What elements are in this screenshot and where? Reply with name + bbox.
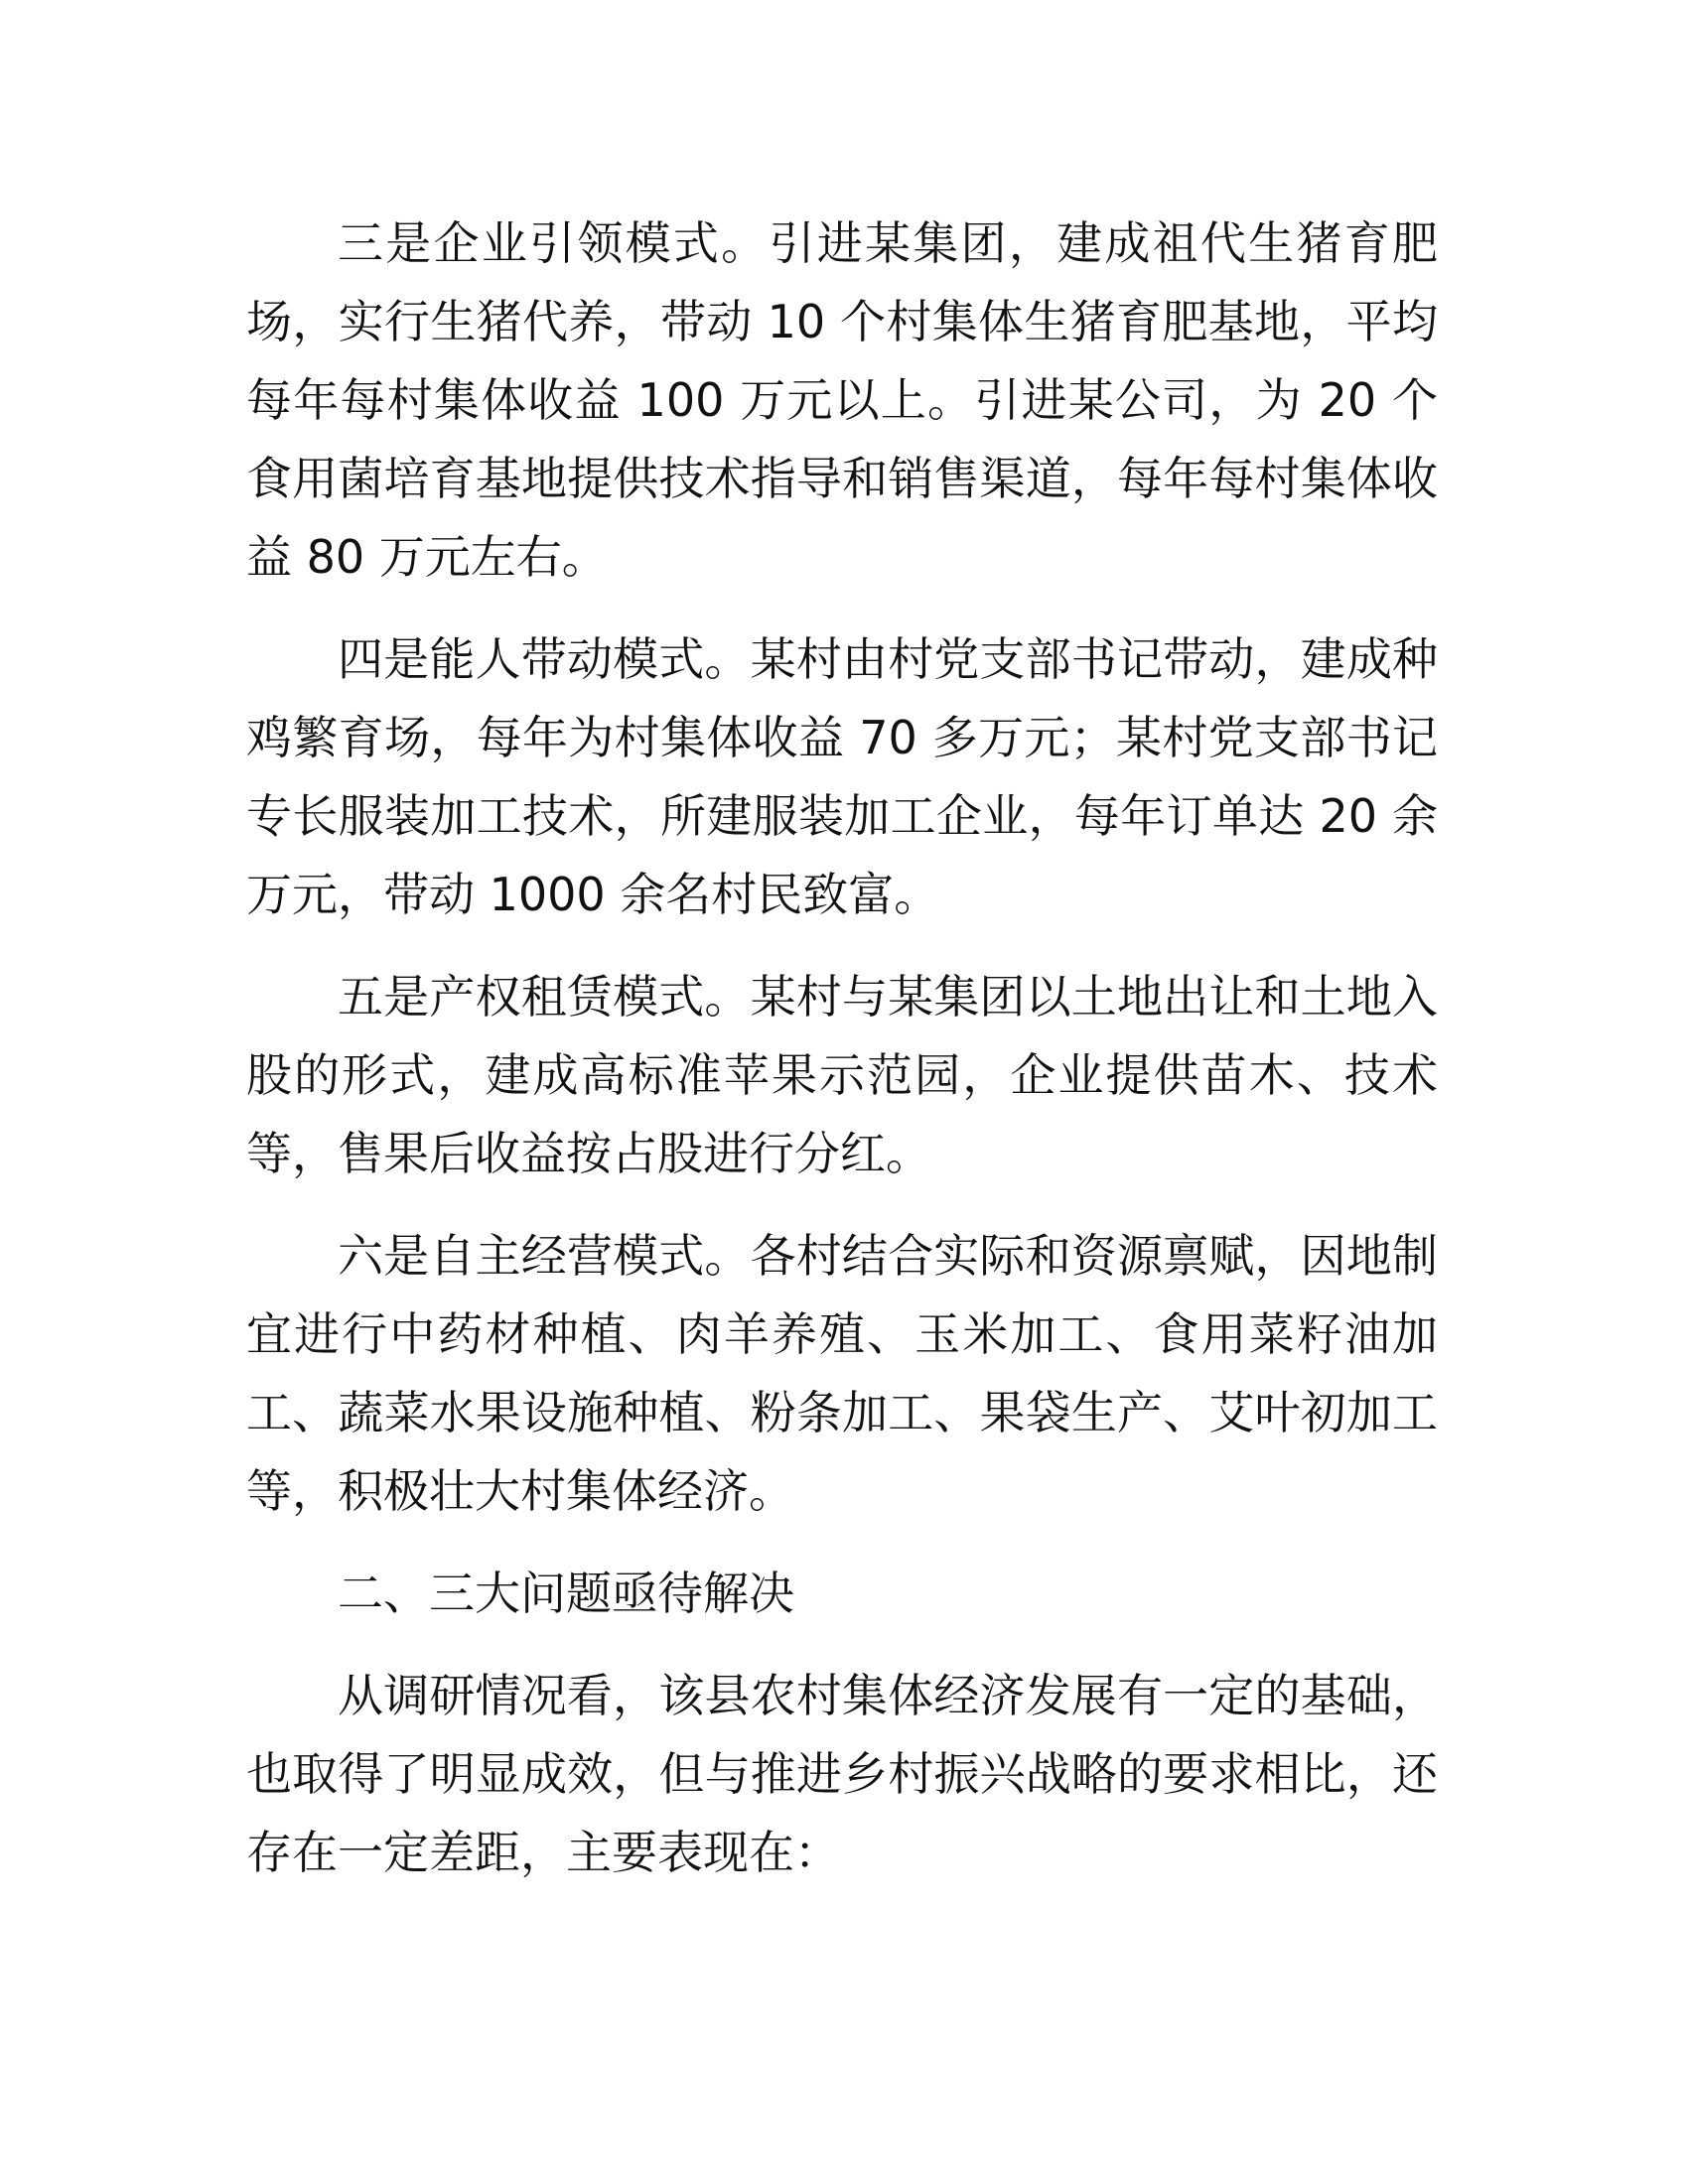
section-heading: 二、三大问题亟待解决 (338, 1567, 794, 1620)
paragraph-capable-person-model: 四是能人带动模式。某村由村党支部书记带动，建成种鸡繁育场，每年为村集体收益 70 多万元；某村党支部书记专长服装加工技术，所建服装加工企业，每年订单达 20 余万元，带动 1000 余名村民致富。 (246, 632, 1438, 921)
document-page (246, 205, 1438, 1916)
paragraph-research-summary: 从调研情况看，该县农村集体经济发展有一定的基础，也取得了明显成效，但与推进乡村振兴战略的要求相比，还存在一定差距，主要表现在： (246, 1669, 1438, 1879)
paragraph-property-lease-model: 五是产权租赁模式。某村与某集团以土地出让和土地入股的形式，建成高标准苹果示范园，企业提供苗木、技术等，售果后收益按占股进行分红。 (246, 970, 1438, 1180)
paragraph-enterprise-model: 三是企业引领模式。引进某集团，建成祖代生猪育肥场，实行生猪代养，带动 10 个村集体生猪育肥基地，平均每年每村集体收益 100 万元以上。引进某公司，为 20 个食用菌培育基地提供技术指导和销售渠道，每年每村集体收益 80 万元左右。 (246, 216, 1438, 584)
paragraph-self-operation-model: 六是自主经营模式。各村结合实际和资源禀赋，因地制宜进行中药材种植、肉羊养殖、玉米加工、食用菜籽油加工、蔬菜水果设施种植、粉条加工、果袋生产、艾叶初加工等，积极壮大村集体经济。 (246, 1229, 1438, 1518)
